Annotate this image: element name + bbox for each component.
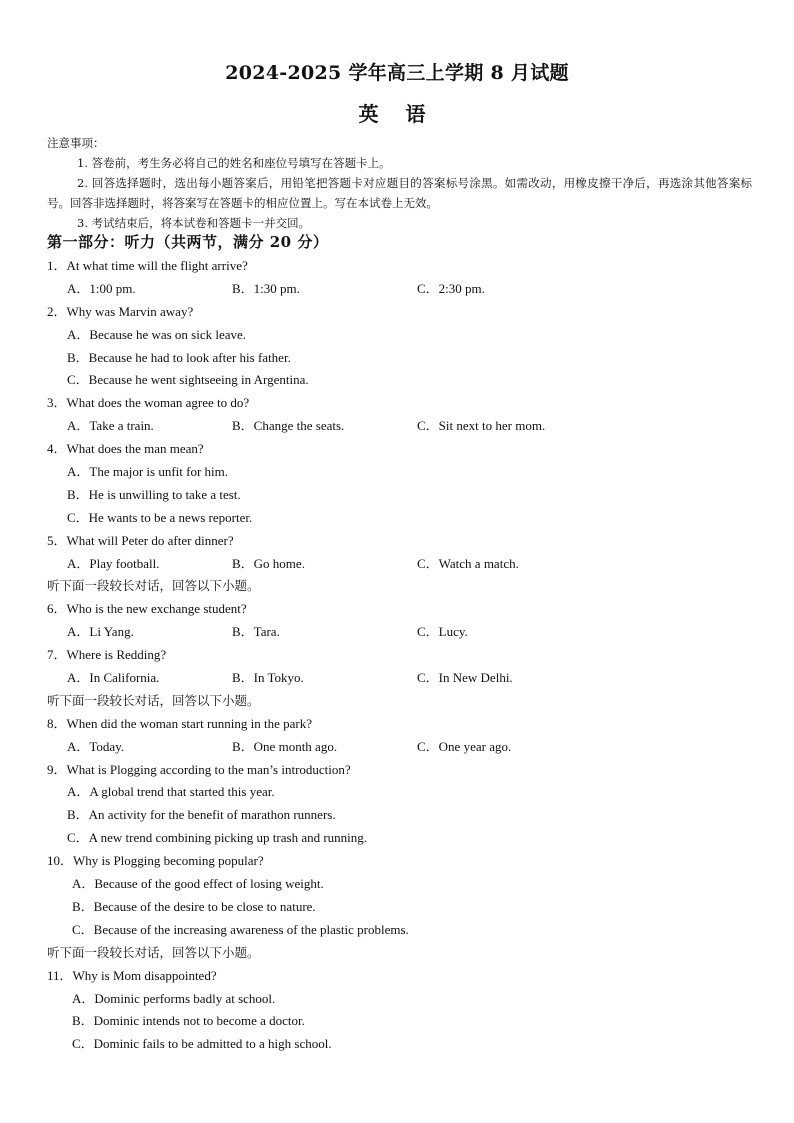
option-a: A．Because he was on sick leave. — [67, 326, 247, 342]
question-text: Who is the new exchange student? — [66, 601, 247, 617]
question-2 — [47, 301, 767, 324]
option-a: A．Because of the good effect of losing weight. — [72, 876, 324, 892]
option-c: C．Sit next to her mom. — [417, 418, 546, 434]
question-number: 7． — [47, 647, 67, 663]
option-b: B．He is unwilling to take a test. — [67, 486, 241, 502]
question-text: Why is Plogging becoming popular? — [73, 853, 264, 869]
question-3 — [47, 392, 767, 415]
question-8-options — [47, 736, 767, 759]
option-b: B．Because of the desire to be close to nature. — [72, 898, 316, 914]
option-b: B．Dominic intends not to become a doctor. — [72, 1013, 305, 1029]
option-a: A．A global trend that started this year. — [67, 784, 275, 800]
listening-instruction: 听下面一段较长对话，回答以下小题。 — [47, 692, 260, 708]
option-c: C．One year ago. — [417, 738, 512, 754]
question-number: 4． — [47, 441, 67, 457]
question-number: 1． — [47, 258, 67, 273]
option-a: A．The major is unfit for him. — [67, 464, 229, 480]
option-b: B．Go home. — [232, 555, 305, 571]
question-7-options — [47, 667, 767, 690]
question-8 — [47, 713, 767, 736]
question-1-options — [47, 278, 767, 301]
question-1 — [47, 255, 767, 278]
option-c: C．Because he went sightseeing in Argentina. — [67, 372, 309, 388]
option-c: C．He wants to be a news reporter. — [67, 509, 253, 525]
option-c: C．2:30 pm. — [417, 280, 485, 296]
option-c: C．Dominic fails to be admitted to a high school. — [72, 1036, 332, 1052]
listening-instruction: 听下面一段较长对话，回答以下小题。 — [47, 944, 260, 960]
option-a: A．1:00 pm. — [67, 280, 136, 296]
question-number: 6． — [47, 601, 67, 617]
question-number: 2． — [47, 303, 67, 319]
question-4 — [47, 438, 767, 461]
option-a: A．Today. — [67, 738, 125, 754]
option-c: C．Because of the increasing awareness of the plastic problems. — [72, 921, 409, 937]
option-b: B．An activity for the benefit of marathon runners. — [67, 807, 336, 823]
subject-title: 英 语 — [358, 102, 436, 126]
question-number: 8． — [47, 715, 67, 731]
question-6 — [47, 598, 767, 621]
option-b: B．In Tokyo. — [232, 670, 304, 686]
question-list — [47, 255, 767, 1056]
question-text: Why is Mom disappointed? — [72, 967, 217, 983]
option-a: A．Dominic performs badly at school. — [72, 990, 276, 1006]
question-number: 11． — [47, 967, 73, 983]
option-b: B．Tara. — [232, 624, 280, 640]
question-number: 10． — [47, 853, 74, 869]
option-b: B．One month ago. — [232, 738, 338, 754]
option-b: B．Change the seats. — [232, 418, 345, 434]
question-number: 3． — [47, 395, 67, 411]
question-text: What will Peter do after dinner? — [66, 532, 234, 548]
option-a: A．Take a train. — [67, 418, 154, 434]
question-10 — [47, 850, 767, 873]
option-b: B．1:30 pm. — [232, 280, 300, 296]
option-a: A．Play football. — [67, 555, 160, 571]
question-11 — [47, 965, 767, 988]
option-a: A．In California. — [67, 670, 160, 686]
question-7 — [47, 644, 767, 667]
option-c: C．Watch a match. — [417, 555, 519, 571]
question-number: 5． — [47, 532, 67, 548]
question-text: Why was Marvin away? — [66, 303, 194, 319]
question-text: Where is Redding? — [66, 647, 167, 663]
notes-block — [47, 133, 752, 233]
question-3-options — [47, 415, 767, 438]
question-text: What is Plogging according to the man’s introduction? — [66, 761, 351, 777]
note-item-1: 1. 答卷前，考生务必将自己的姓名和座位号填写在答题卡上。 — [77, 156, 391, 170]
note-item-2: 2. 回答选择题时，选出每小题答案后，用铅笔把答题卡对应题目的答案标号涂黑。如需改动，用橡皮擦干净后，再选涂其他答案标号。回答非选择题时，将答案写在答题卡的相应位置上。写在本试卷上无效。 — [47, 176, 752, 210]
question-text: When did the woman start running in the park? — [66, 715, 313, 731]
question-number: 9． — [47, 761, 67, 777]
section-heading: 第一部分：听力（共两节，满分 20 分） — [47, 233, 329, 251]
question-5-options — [47, 553, 767, 576]
option-b: B．Because he had to look after his father. — [67, 349, 291, 365]
option-c: C．In New Delhi. — [417, 670, 513, 686]
question-text: What does the woman agree to do? — [66, 395, 250, 411]
question-text: At what time will the flight arrive? — [66, 258, 248, 273]
question-5 — [47, 530, 767, 553]
note-item-3: 3. 考试结束后，将本试卷和答题卡一并交回。 — [77, 216, 311, 230]
option-a: A．Li Yang. — [67, 624, 134, 640]
question-text: What does the man mean? — [66, 441, 204, 457]
exam-title: 2024-2025 学年高三上学期 8 月试题 — [225, 62, 569, 84]
listening-instruction: 听下面一段较长对话，回答以下小题。 — [47, 578, 260, 594]
question-9 — [47, 759, 767, 782]
question-6-options — [47, 621, 767, 644]
option-c: C．A new trend combining picking up trash and running. — [67, 830, 368, 846]
option-c: C．Lucy. — [417, 624, 468, 640]
notes-heading: 注意事项： — [47, 136, 105, 150]
